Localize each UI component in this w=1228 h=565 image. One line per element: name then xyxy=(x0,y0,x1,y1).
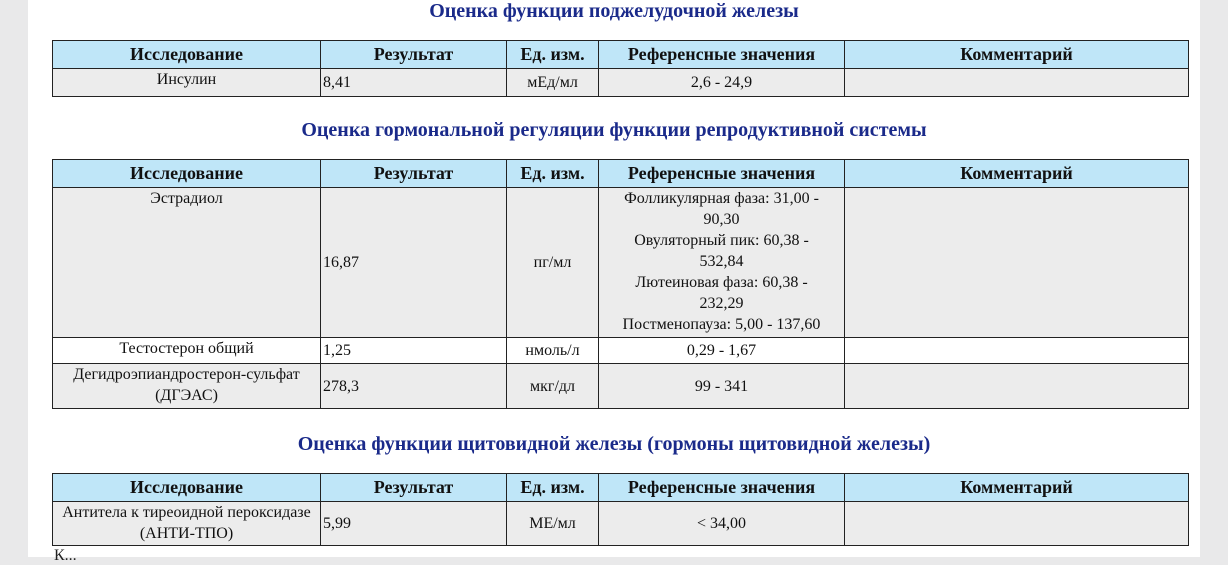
header-reference: Референсные значения xyxy=(599,160,845,188)
header-test: Исследование xyxy=(53,41,321,69)
header-reference: Референсные значения xyxy=(599,41,845,69)
header-test: Исследование xyxy=(53,474,321,502)
cell-unit: нмоль/л xyxy=(507,338,599,364)
cell-result: 278,3 xyxy=(321,364,507,409)
reference-line: 532,84 xyxy=(699,253,744,270)
cell-reference: 2,6 - 24,9 xyxy=(599,69,845,97)
cell-comment xyxy=(845,364,1189,409)
table-row xyxy=(53,338,1189,364)
cell-test: Эстрадиол xyxy=(53,188,321,338)
header-unit: Ед. изм. xyxy=(507,41,599,69)
header-test: Исследование xyxy=(53,160,321,188)
cell-reference xyxy=(599,188,845,338)
reference-line: 90,30 xyxy=(703,211,740,228)
table-header-row xyxy=(53,160,1189,188)
reference-line: Лютеиновая фаза: 60,38 - xyxy=(635,274,808,291)
header-reference: Референсные значения xyxy=(599,474,845,502)
cell-unit: мЕд/мл xyxy=(507,69,599,97)
cell-reference: < 34,00 xyxy=(599,502,845,546)
cell-result: 16,87 xyxy=(321,188,507,338)
table-thyroid xyxy=(52,473,1189,546)
reference-line: Постменопауза: 5,00 - 137,60 xyxy=(622,316,821,333)
section-title-pancreas: Оценка функции поджелудочной железы xyxy=(429,0,799,22)
cell-comment xyxy=(845,188,1189,338)
cell-unit: МЕ/мл xyxy=(507,502,599,546)
header-unit: Ед. изм. xyxy=(507,474,599,502)
section-title-thyroid: Оценка функции щитовидной железы (гормоны щитовидной железы) xyxy=(297,433,931,455)
cell-test: Инсулин xyxy=(53,69,321,97)
header-comment: Комментарий xyxy=(845,474,1189,502)
cell-result: 8,41 xyxy=(321,69,507,97)
table-row xyxy=(53,188,1189,338)
table-pancreas xyxy=(52,40,1189,97)
header-result: Результат xyxy=(321,41,507,69)
report-page xyxy=(28,0,1200,564)
header-comment: Комментарий xyxy=(845,160,1189,188)
cell-test: Антитела к тиреоидной пероксидазе (АНТИ-ТПО) xyxy=(53,502,321,546)
footer-text-fragment: К... xyxy=(54,547,77,564)
section-title-reproductive: Оценка гормональной регуляции функции репродуктивной системы xyxy=(301,119,927,141)
cell-unit: пг/мл xyxy=(507,188,599,338)
cell-comment xyxy=(845,502,1189,546)
table-header-row xyxy=(53,41,1189,69)
header-unit: Ед. изм. xyxy=(507,160,599,188)
header-result: Результат xyxy=(321,474,507,502)
reference-line: Овуляторный пик: 60,38 - xyxy=(634,232,809,249)
table-reproductive xyxy=(52,159,1189,409)
cell-comment xyxy=(845,338,1189,364)
table-row xyxy=(53,364,1189,409)
cell-test: Тестостерон общий xyxy=(53,338,321,364)
cell-result: 1,25 xyxy=(321,338,507,364)
cell-reference: 0,29 - 1,67 xyxy=(599,338,845,364)
cell-result: 5,99 xyxy=(321,502,507,546)
header-comment: Комментарий xyxy=(845,41,1189,69)
header-result: Результат xyxy=(321,160,507,188)
cell-unit: мкг/дл xyxy=(507,364,599,409)
reference-line: Фолликулярная фаза: 31,00 - xyxy=(624,190,819,207)
cell-reference: 99 - 341 xyxy=(599,364,845,409)
table-row xyxy=(53,69,1189,97)
reference-line: 232,29 xyxy=(699,295,744,312)
cell-comment xyxy=(845,69,1189,97)
table-row xyxy=(53,502,1189,546)
cell-test: Дегидроэпиандростерон-сульфат (ДГЭАС) xyxy=(53,364,321,409)
table-header-row xyxy=(53,474,1189,502)
